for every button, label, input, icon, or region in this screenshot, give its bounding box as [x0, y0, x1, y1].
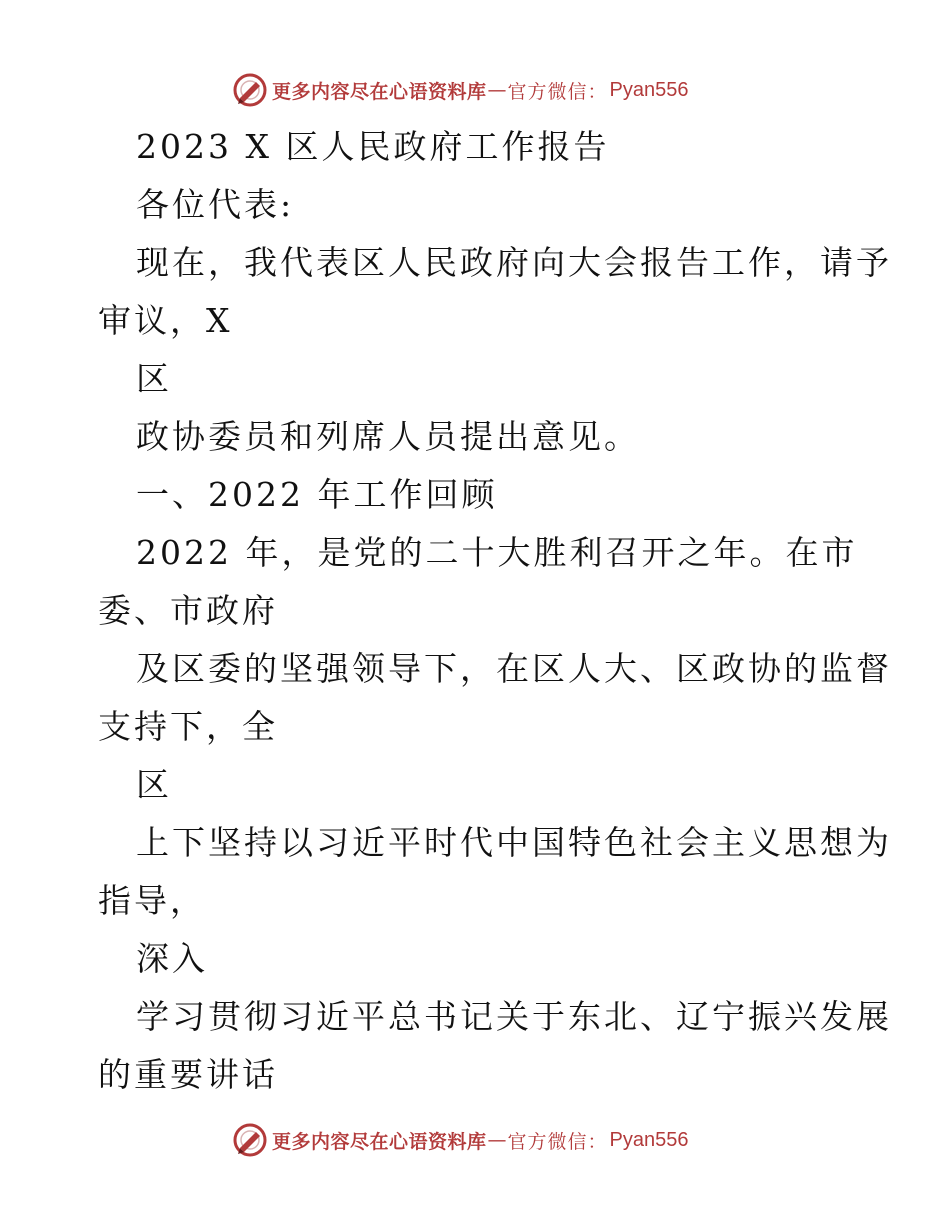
text-line: 学习贯彻习近平总书记关于东北、辽宁振兴发展 [136, 997, 892, 1036]
text-line: 上下坚持以习近平时代中国特色社会主义思想为 [136, 823, 892, 862]
document-title: 2023 X 区人民政府工作报告 [136, 127, 610, 166]
text-line: 指导， [98, 881, 206, 920]
watermark-label: 官方微信： [507, 80, 608, 103]
section-heading: 一、2022 年工作回顾 [136, 475, 498, 514]
watermark-slogan: 更多内容尽在心语资料库 [272, 1130, 487, 1153]
text-line: 区 [136, 359, 172, 398]
salutation: 各位代表: [136, 185, 295, 224]
pen-logo-icon [232, 72, 268, 108]
text-line: 审议，X [98, 301, 233, 340]
watermark-banner-top [232, 70, 689, 110]
text-line: 区 [136, 765, 172, 804]
watermark-slogan: 更多内容尽在心语资料库 [272, 80, 487, 103]
watermark-wechat-id: Pyan556 [609, 78, 689, 101]
watermark-banner-bottom [232, 1120, 689, 1160]
watermark-separator: — [487, 1129, 507, 1151]
text-line: 2022 年，是党的二十大胜利召开之年。在市 [136, 533, 858, 572]
document-body [98, 118, 892, 1104]
text-line: 深入 [136, 939, 208, 978]
watermark-separator: — [487, 79, 507, 101]
watermark-label: 官方微信： [507, 1130, 608, 1153]
text-line: 委、市政府 [98, 591, 278, 630]
pen-logo-icon [232, 1122, 268, 1158]
text-line: 现在，我代表区人民政府向大会报告工作，请予 [136, 243, 892, 282]
text-line: 支持下，全 [98, 707, 278, 746]
text-line: 的重要讲话 [98, 1055, 278, 1094]
text-line: 及区委的坚强领导下，在区人大、区政协的监督 [136, 649, 892, 688]
text-line: 政协委员和列席人员提出意见。 [136, 417, 640, 456]
watermark-wechat-id: Pyan556 [609, 1128, 689, 1151]
